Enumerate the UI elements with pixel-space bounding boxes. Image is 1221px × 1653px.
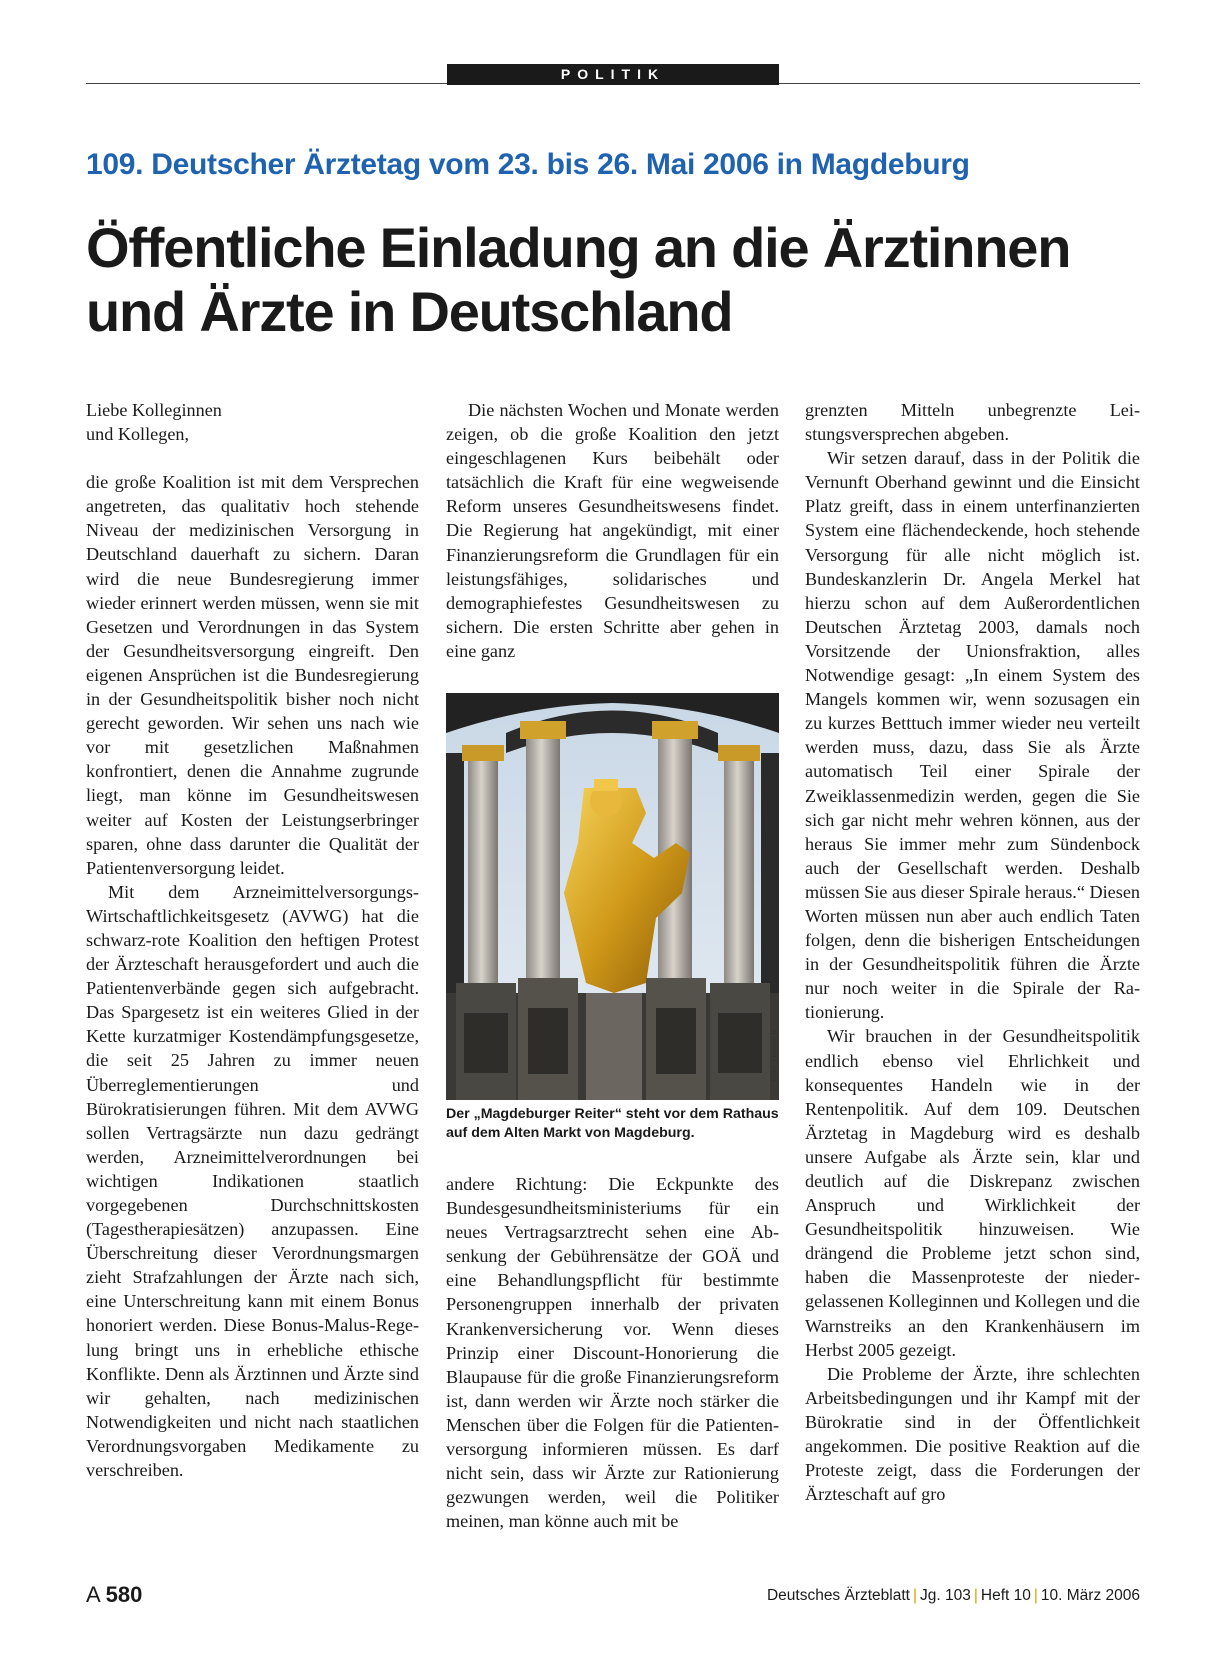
paragraph: Mit dem Arzneimittelversorgungs-Wirtschaftlichkeitsgesetz (AVWG) hat die schwarz-rote Koalition den heftigen Protest der Ärzteschaft herausgefordert und auch die Patientenverbände gegen sich aufgebracht. Das Spargesetz ist ein weiteres Glied in der Kette kurzatmiger Kostendämpfungsgesetze, die seit 25 Jahren zu immer neuen Überreglementierungen und Bürokratisierungen führen. Mit dem AVWG sollen Vertragsärzte nun dazu gedrängt werden, Arzneimittelverordnungen bei wichtigen Indikationen staatlich vorgegebenen Durchschnittskosten (Tagestherapiesätzen) anzupassen. Eine Überschreitung dieser Verordnungsmargen zieht Strafzahlungen der Ärzte nach sich, eine Unterschreitung kann mit einem Bonus honoriert werden. Diese Bonus-Malus-Regelung bringt uns in erhebliche ethische Konflikte. Denn als Ärztinnen und Ärzte sind wir gehalten, nach medizinischen Notwendigkeiten und nicht nach staatlichen Verordnungsvorgaben Medikamente zu verschreiben.	[86, 881, 419, 1481]
section-label: POLITIK	[447, 64, 779, 85]
column-2-top	[446, 398, 779, 663]
issue-date: 10. März 2006	[1040, 1587, 1140, 1604]
column-3	[805, 398, 1140, 1506]
magdeburger-reiter-photo	[446, 693, 779, 1100]
paragraph: grenzten Mitteln unbegrenzte Leistungsversprechen abgeben.	[805, 400, 1140, 445]
column-2-bottom	[446, 1172, 779, 1533]
headline-line-2: und Ärzte in Deutschland	[86, 280, 733, 343]
column-1	[86, 398, 419, 1482]
headline-line-1: Öffentliche Einladung an die Ärztinnen	[86, 216, 1071, 279]
article-headline	[86, 216, 1140, 344]
volume: Jg. 103	[920, 1587, 971, 1604]
paragraph: Wir setzen darauf, dass in der Politik die Vernunft Oberhand gewinnt und die Einsicht Platz greift, dass in einem unterfinanzierten System eine flächendeckende, hoch stehende Versorgung für alle nicht möglich ist. Bundeskanzlerin Dr. Angela Merkel hat hierzu schon auf dem Außerordentlichen Deutschen Ärztetag 2003, damals noch Vorsitzende der Unionsfraktion, alles Notwendige gesagt: „In einem System des Mangels kommen wir, wenn sozusagen ein zu kurzes Betttuch immer wieder neu verteilt werden muss, dazu, dass Sie als Ärzte automatisch Teil einer Spirale der Zweiklassenmedizin werden, gegen die Sie sich gar nicht mehr wehren können, aus der heraus Sie immer mehr zum Sündenbock auch der Gesellschaft werden. Deshalb müssen Sie aus dieser Spirale heraus.“ Diesen Worten müssen nun aber auch endlich Taten folgen, denn die bisherigen Entscheidungen in der Gesundheitspolitik führen die Ärzte nur noch weiter in die Spirale der Rationierung.	[805, 448, 1140, 1023]
paragraph: die große Koalition ist mit dem Versprechen angetreten, das qualitativ hoch stehende Niveau der medizinischen Versorgung in Deutschland dauerhaft zu sichern. Daran wird die neue Bundesregierung immer wieder erinnert werden müssen, wenn sie mit Gesetzen und Verordnungen in das System der Gesundheitsversorgung eingreift. Den eigenen Ansprüchen ist die Bundesregierung in der Gesundheitspolitik bisher noch nicht gerecht geworden. Wir sehen uns nach wie vor mit gesetzlichen Maßnahmen konfrontiert, denen die Annahme zugrunde liegt, man könne im Gesundheitswesen weiter auf Kosten der Leistungserbringer sparen, ohne dass darunter die Qualität der Patientenversorgung leidet.	[86, 472, 419, 878]
paragraph: Die Probleme der Ärzte, ihre schlechten Arbeitsbedingungen und ihr Kampf mit der Bürokratie sind in der Öffentlichkeit angekommen. Die positive Reaktion auf die Proteste zeigt, dass die Forderungen der Ärzteschaft auf gro	[805, 1363, 1140, 1505]
page-number	[86, 1582, 142, 1608]
paragraph: Wir brauchen in der Gesundheitspolitik endlich ebenso viel Ehrlichkeit und konsequentes Handeln wie in der Rentenpolitik. Auf dem 109. Deutschen Ärztetag in Magdeburg wird es deshalb unsere Aufgabe als Ärzte sein, klar und deutlich auf die Diskrepanz zwischen Anspruch und Wirklichkeit der Gesundheitspolitik hinzuweisen. Wie drängend die Probleme jetzt schon sind, haben die Massenproteste der niedergelassenen Kolleginnen und Kollegen und die Warnstreiks an den Krankenhäusern im Herbst 2005 gezeigt.	[805, 1026, 1140, 1360]
page-number-value: 580	[105, 1582, 143, 1607]
footer-meta: Deutsches Ärzteblatt | Jg. 103 | Heft 10 | 10. März 2006	[766, 1587, 1140, 1604]
photo-credit: Foto: Dennis K.	[770, 1026, 779, 1082]
paragraph: andere Richtung: Die Eckpunkte des Bundesgesundheitsministeriums für ein neues Vertragsarztrecht sehen eine Absenkung der Gebührensätze der GOÄ und eine Behandlungspflicht für bestimmte Personengruppen innerhalb der privaten Krankenversicherung vor. Wenn dieses Prinzip einer Discount-Honorierung die Blaupause für die große Finanzierungsreform ist, dann werden wir Ärzte noch stärker die Menschen über die Folgen für die Patientenversorgung informieren müssen. Es darf nicht sein, dass wir Ärzte zur Rationierung gezwungen werden, weil die Politiker meinen, man könne auch mit be	[446, 1174, 779, 1532]
photo-caption: Der „Magdeburger Reiter“ steht vor dem Rathaus auf dem Alten Markt von Magdeburg.	[446, 1106, 779, 1141]
issue: Heft 10	[980, 1587, 1031, 1604]
article-kicker: 109. Deutscher Ärztetag vom 23. bis 26. Mai 2006 in Magdeburg	[86, 148, 970, 181]
paragraph: Die nächsten Wochen und Monate werden zeigen, ob die große Koalition den jetzt eingeschlagenen Kurs beibehält oder tatsächlich die Kraft für eine wegweisende Reform unseres Gesundheitswesens findet. Die Regierung hat angekündigt, mit einer Finanzierungsreform die Grundlagen für ein leistungsfähiges, solidarisches und demographiefestes Gesundheitswesen zu sichern. Die ersten Schritte aber gehen in eine ganz	[446, 400, 779, 661]
greeting-line-1: Liebe Kolleginnen	[86, 400, 222, 420]
page-prefix: A	[86, 1582, 100, 1607]
greeting-line-2: und Kollegen,	[86, 424, 190, 445]
journal-name: Deutsches Ärzteblatt	[766, 1587, 910, 1604]
